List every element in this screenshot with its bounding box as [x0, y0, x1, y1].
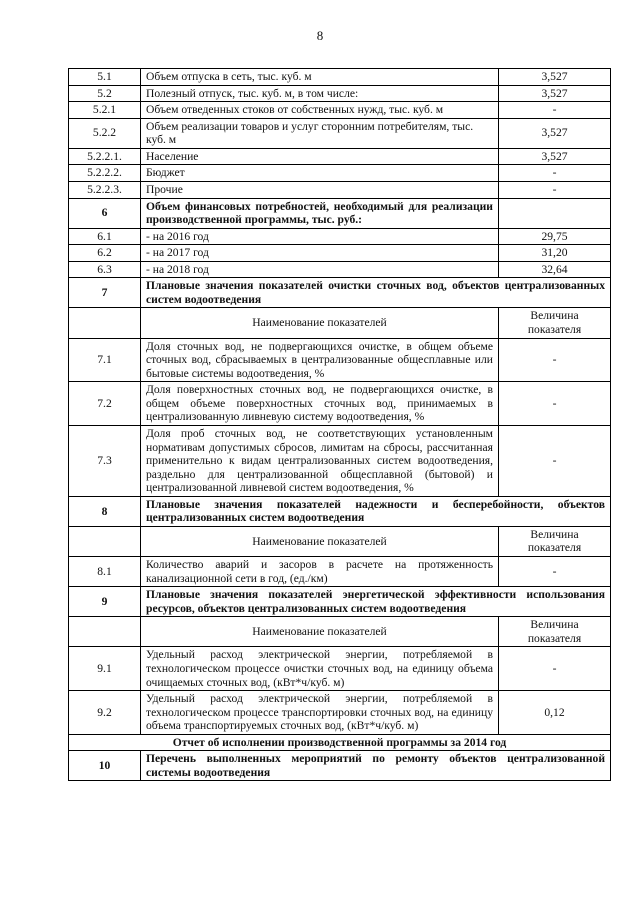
row-text: Удельный расход электрической энергии, потребляемой в технологическом процессе очистки сточных вод, на единицу объема очищаемых сточных вод, (кВт*ч/куб. м) — [141, 647, 499, 691]
row-value: - — [499, 181, 611, 198]
column-header-row — [69, 617, 611, 647]
row-text: Удельный расход электрической энергии, потребляемой в технологическом процессе транспортировки сточных вод, на единицу объема транспортируемых сточных вод, (кВт*ч/куб. м) — [141, 691, 499, 735]
row-value: 3,527 — [499, 118, 611, 148]
table-row — [69, 228, 611, 245]
row-value: 3,527 — [499, 85, 611, 102]
row-number: 7.1 — [69, 338, 141, 382]
empty-cell — [69, 617, 141, 647]
section-number: 7 — [69, 278, 141, 308]
section-header — [69, 587, 611, 617]
section-number: 9 — [69, 587, 141, 617]
row-number: 5.2.2.1. — [69, 148, 141, 165]
row-number: 6.1 — [69, 228, 141, 245]
table-row — [69, 165, 611, 182]
table-row — [69, 691, 611, 735]
row-text: Доля проб сточных вод, не соответствующих установленным нормативам допустимых сбросов, лимитам на сбросы, рассчитанная применительно к видам централизованных систем водоотведения, раздельно для централизованной общесплавной (бытовой) и централизованной ливневой систем водоотведения, % — [141, 425, 499, 496]
row-text: Объем отведенных стоков от собственных нужд, тыс. куб. м — [141, 102, 499, 119]
section-title: Объем финансовых потребностей, необходимый для реализации производственной программы, тыс. руб.: — [141, 198, 499, 228]
row-text: Доля поверхностных сточных вод, не подвергающихся очистке, в общем объеме поверхностных сточных вод, принимаемых в централизованную ливневую систему водоотведения, % — [141, 382, 499, 426]
section-title: Плановые значения показателей надежности и бесперебойности, объектов централизованных систем водоотведения — [141, 496, 611, 526]
table-row — [69, 647, 611, 691]
table-row — [69, 102, 611, 119]
column-header-row — [69, 308, 611, 338]
column-header-name: Наименование показателей — [141, 617, 499, 647]
row-number: 7.2 — [69, 382, 141, 426]
column-header-value: Величина показателя — [499, 526, 611, 556]
row-value: 31,20 — [499, 245, 611, 262]
row-text: - на 2018 год — [141, 261, 499, 278]
row-value: - — [499, 165, 611, 182]
row-number: 5.2.2.3. — [69, 181, 141, 198]
page-number: 8 — [316, 28, 324, 43]
row-text: Объем отпуска в сеть, тыс. куб. м — [141, 69, 499, 86]
row-value: - — [499, 338, 611, 382]
row-text: Объем реализации товаров и услуг сторонним потребителям, тыс. куб. м — [141, 118, 499, 148]
column-header-value: Величина показателя — [499, 617, 611, 647]
row-number: 6.2 — [69, 245, 141, 262]
row-value: 3,527 — [499, 69, 611, 86]
report-title-row — [69, 734, 611, 751]
row-value: - — [499, 557, 611, 587]
table-row — [69, 425, 611, 496]
section-header — [69, 751, 611, 781]
section-header — [69, 496, 611, 526]
row-value: 0,12 — [499, 691, 611, 735]
section-number: 10 — [69, 751, 141, 781]
row-value: - — [499, 102, 611, 119]
row-value: 29,75 — [499, 228, 611, 245]
row-number: 5.2.2 — [69, 118, 141, 148]
column-header-value: Величина показателя — [499, 308, 611, 338]
table-row — [69, 338, 611, 382]
section-title: Перечень выполненных мероприятий по ремонту объектов централизованной системы водоотведения — [141, 751, 611, 781]
row-value: 32,64 — [499, 261, 611, 278]
column-header-name: Наименование показателей — [141, 308, 499, 338]
row-text: Бюджет — [141, 165, 499, 182]
table-row — [69, 181, 611, 198]
section-header — [69, 198, 611, 228]
row-text: - на 2017 год — [141, 245, 499, 262]
row-text: Количество аварий и засоров в расчете на протяженность канализационной сети в год, (ед./км) — [141, 557, 499, 587]
table-row — [69, 557, 611, 587]
column-header-row — [69, 526, 611, 556]
row-text: Прочие — [141, 181, 499, 198]
row-text: Население — [141, 148, 499, 165]
report-title: Отчет об исполнении производственной программы за 2014 год — [69, 734, 611, 751]
row-value: - — [499, 647, 611, 691]
section-number: 6 — [69, 198, 141, 228]
column-header-name: Наименование показателей — [141, 526, 499, 556]
row-number: 7.3 — [69, 425, 141, 496]
table-row — [69, 382, 611, 426]
row-text: Полезный отпуск, тыс. куб. м, в том числе: — [141, 85, 499, 102]
row-number: 5.2.2.2. — [69, 165, 141, 182]
row-number: 9.2 — [69, 691, 141, 735]
table-row — [69, 261, 611, 278]
row-text: - на 2016 год — [141, 228, 499, 245]
section-number: 8 — [69, 496, 141, 526]
table-row — [69, 245, 611, 262]
row-value: - — [499, 382, 611, 426]
row-number: 9.1 — [69, 647, 141, 691]
row-value: 3,527 — [499, 148, 611, 165]
table-row — [69, 85, 611, 102]
row-number: 6.3 — [69, 261, 141, 278]
empty-cell — [499, 198, 611, 228]
row-number: 5.1 — [69, 69, 141, 86]
table-row — [69, 148, 611, 165]
table-row — [69, 69, 611, 86]
row-number: 5.2 — [69, 85, 141, 102]
program-table — [68, 68, 611, 781]
row-number: 5.2.1 — [69, 102, 141, 119]
section-header — [69, 278, 611, 308]
section-title: Плановые значения показателей энергетической эффективности использования ресурсов, объектов централизованных систем водоотведения — [141, 587, 611, 617]
row-number: 8.1 — [69, 557, 141, 587]
section-title: Плановые значения показателей очистки сточных вод, объектов централизованных систем водоотведения — [141, 278, 611, 308]
table-row — [69, 118, 611, 148]
empty-cell — [69, 308, 141, 338]
empty-cell — [69, 526, 141, 556]
row-text: Доля сточных вод, не подвергающихся очистке, в общем объеме сточных вод, сбрасываемых в централизованные общесплавные или бытовые системы водоотведения, % — [141, 338, 499, 382]
row-value: - — [499, 425, 611, 496]
